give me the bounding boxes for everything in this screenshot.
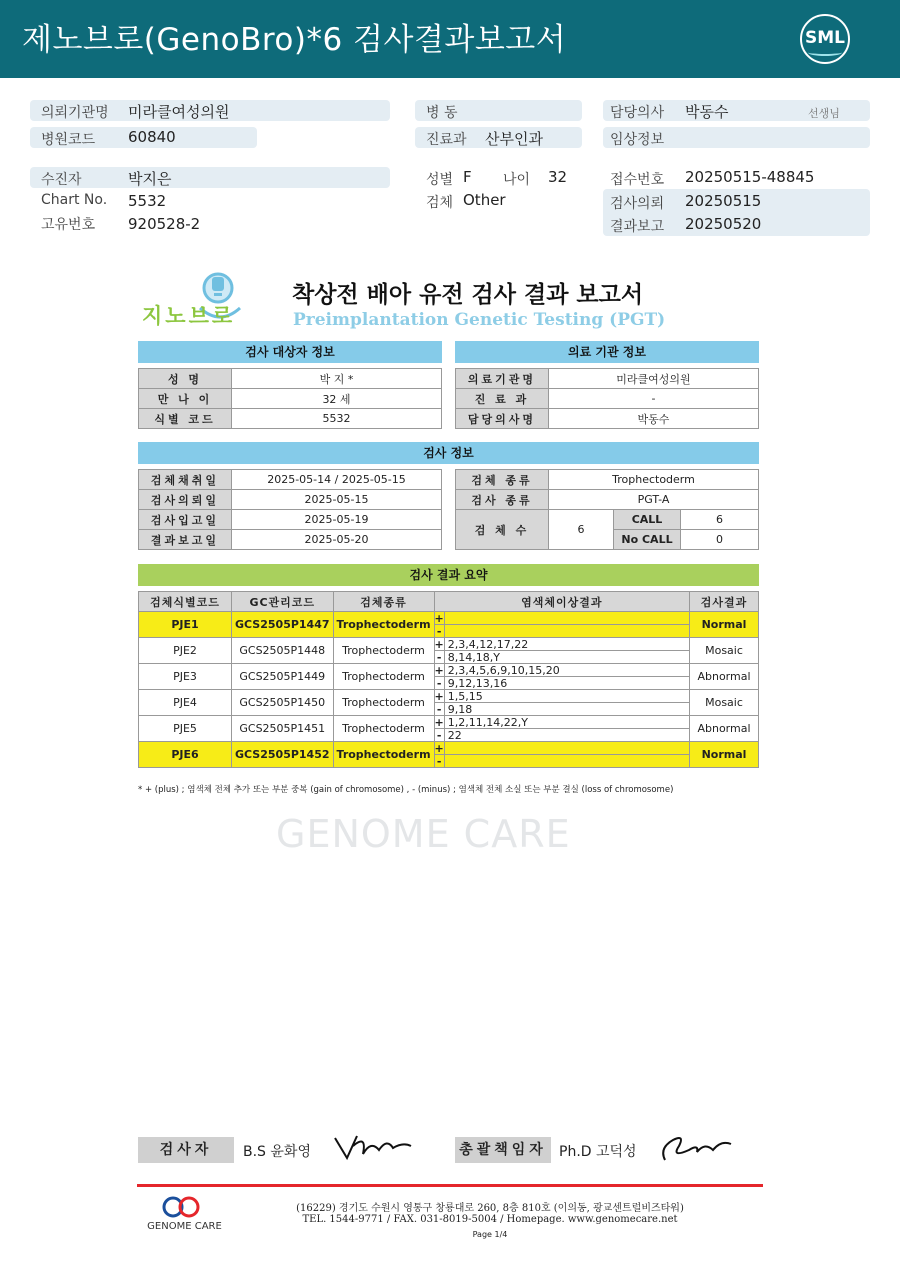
inst-dept-value: - [549, 389, 759, 409]
uid-value: 920528-2 [128, 215, 201, 233]
row-gc: GCS2505P1447 [232, 612, 334, 638]
col-type: 검체종류 [333, 592, 434, 612]
chief-name: Ph.D 고덕성 [559, 1144, 637, 1160]
chart-label: Chart No. [41, 192, 108, 208]
test-type-table [455, 469, 759, 550]
subject-age-label: 만 나 이 [139, 389, 232, 409]
hospital-value: 미라클여성의원 [128, 103, 230, 121]
count-value: 6 [549, 510, 614, 550]
row-gc: GCS2505P1450 [232, 690, 334, 716]
footer-address: (16229) 경기도 수원시 영통구 창룡대로 260, 8층 810호 (이의동, 광교센트럴비즈타워) [296, 1203, 684, 1214]
row-id: PJE4 [139, 690, 232, 716]
col-id: 검체식별코드 [139, 592, 232, 612]
row-plus [444, 742, 689, 755]
minus-sign: - [434, 625, 444, 638]
row-result: Normal [690, 612, 759, 638]
receipt-label: 접수번호 [610, 172, 665, 188]
age-value: 32 [548, 168, 568, 186]
receive-date-value: 2025-05-19 [232, 510, 442, 530]
row-plus: 2,3,4,5,6,9,10,15,20 [444, 664, 689, 677]
report-value: 20250520 [685, 215, 762, 233]
row-plus [444, 612, 689, 625]
subject-name-value: 박 지 * [232, 369, 442, 389]
ward-label: 병 동 [426, 105, 458, 121]
summary-table [138, 591, 759, 768]
dept-label: 진료과 [426, 132, 467, 148]
row-minus [444, 755, 689, 768]
doctor-label: 담당의사 [610, 105, 665, 121]
receipt-value: 20250515-48845 [685, 168, 815, 186]
call-value: 6 [681, 510, 759, 530]
collect-date-label: 검체채취일 [139, 470, 232, 490]
row-result: Mosaic [690, 690, 759, 716]
sex-label: 성별 [426, 172, 454, 188]
request-date-label: 검사의뢰일 [139, 490, 232, 510]
clinical-label: 임상정보 [610, 132, 665, 148]
count-label: 검 체 수 [456, 510, 549, 550]
minus-sign: - [434, 703, 444, 716]
subject-header: 검사 대상자 정보 [138, 341, 442, 363]
row-id: PJE2 [139, 638, 232, 664]
report-subtitle: Preimplantation Genetic Testing (PGT) [293, 310, 666, 330]
row-minus: 22 [444, 729, 689, 742]
row-type: Trophectoderm [333, 638, 434, 664]
patient-label: 수진자 [41, 172, 82, 188]
minus-sign: - [434, 651, 444, 664]
row-gc: GCS2505P1448 [232, 638, 334, 664]
header-bar [0, 0, 900, 78]
col-abnormality: 염색체이상결과 [434, 592, 689, 612]
nocall-label: No CALL [614, 530, 681, 550]
summary-row [139, 690, 759, 703]
row-id: PJE1 [139, 612, 232, 638]
report-title: 착상전 배아 유전 검사 결과 보고서 [292, 282, 644, 308]
patient-row [30, 167, 390, 188]
test-type-value: PGT-A [549, 490, 759, 510]
hospital-label: 의뢰기관명 [41, 105, 109, 121]
doctor-suffix: 선생님 [808, 107, 840, 120]
col-gc: GC관리코드 [232, 592, 334, 612]
plus-sign: + [434, 663, 444, 677]
plus-sign: + [434, 689, 444, 703]
minus-sign: - [434, 755, 444, 768]
plus-sign: + [434, 715, 444, 729]
test-dates-table [138, 469, 442, 550]
test-type-label: 검사 종류 [456, 490, 549, 510]
row-minus: 9,12,13,16 [444, 677, 689, 690]
summary-row [139, 664, 759, 677]
summary-row [139, 612, 759, 625]
hospital-code-value: 60840 [128, 128, 176, 146]
col-result: 검사결과 [690, 592, 759, 612]
watermark: GENOME CARE [276, 812, 571, 856]
page-title: 제노브로(GenoBro)*6 검사결과보고서 [22, 22, 567, 58]
specimen-value: Other [463, 191, 506, 209]
row-result: Mosaic [690, 638, 759, 664]
row-minus [444, 625, 689, 638]
chart-value: 5532 [128, 192, 167, 210]
row-result: Normal [690, 742, 759, 768]
institution-table [455, 368, 759, 429]
tester-signature [333, 1132, 413, 1164]
subject-age-value: 32 세 [232, 389, 442, 409]
row-minus: 8,14,18,Y [444, 651, 689, 664]
uid-label: 고유번호 [41, 217, 96, 233]
inst-name-value: 미라클여성의원 [549, 369, 759, 389]
inst-dept-label: 진 료 과 [456, 389, 549, 409]
summary-row [139, 742, 759, 755]
inst-name-label: 의료기관명 [456, 369, 549, 389]
request-value: 20250515 [685, 192, 762, 210]
footer-contact: TEL. 1544-9771 / FAX. 031-8019-5004 / Homepage. www.genomecare.net [302, 1214, 678, 1225]
age-label: 나이 [503, 172, 531, 188]
doctor-value: 박동수 [685, 103, 729, 121]
minus-sign: - [434, 677, 444, 690]
row-plus: 1,2,11,14,22,Y [444, 716, 689, 729]
chief-label: 총괄책임자 [455, 1137, 551, 1163]
genome-care-logo-text: GENOME CARE [147, 1221, 222, 1232]
inst-doctor-value: 박동수 [549, 409, 759, 429]
minus-sign: - [434, 729, 444, 742]
plus-sign: + [434, 637, 444, 651]
dept-value: 산부인과 [485, 130, 543, 148]
legend-note: * + (plus) ; 염색체 전체 추가 또는 부분 중복 (gain of chromosome) , - (minus) ; 염색체 전체 소실 또는 부분 결실 (loss of chromosome) [138, 785, 674, 795]
sml-logo-text: SML [805, 28, 845, 48]
report-label: 결과보고 [610, 219, 665, 235]
row-gc: GCS2505P1449 [232, 664, 334, 690]
row-type: Trophectoderm [333, 690, 434, 716]
logo-arc-icon [808, 49, 842, 56]
row-result: Abnormal [690, 664, 759, 690]
test-header: 검사 정보 [138, 442, 759, 464]
sml-logo [800, 14, 850, 64]
request-date-value: 2025-05-15 [232, 490, 442, 510]
row-minus: 9,18 [444, 703, 689, 716]
genobro-logo-text: 지노브로 [142, 304, 236, 328]
summary-header: 검사 결과 요약 [138, 564, 759, 586]
report-date-value: 2025-05-20 [232, 530, 442, 550]
collect-date-value: 2025-05-14 / 2025-05-15 [232, 470, 442, 490]
specimen-type-value: Trophectoderm [549, 470, 759, 490]
patient-value: 박지은 [128, 170, 172, 188]
row-type: Trophectoderm [333, 742, 434, 768]
row-result: Abnormal [690, 716, 759, 742]
row-plus: 2,3,4,12,17,22 [444, 638, 689, 651]
inst-doctor-label: 담당의사명 [456, 409, 549, 429]
request-label: 검사의뢰 [610, 196, 665, 212]
plus-sign: + [434, 741, 444, 755]
report-date-label: 결과보고일 [139, 530, 232, 550]
call-label: CALL [614, 510, 681, 530]
row-type: Trophectoderm [333, 612, 434, 638]
tester-name: B.S 윤화영 [243, 1144, 311, 1160]
chief-signature [655, 1130, 735, 1166]
sex-value: F [463, 168, 472, 186]
subject-id-label: 식별 코드 [139, 409, 232, 429]
institution-header: 의료 기관 정보 [455, 341, 759, 363]
summary-row [139, 716, 759, 729]
nocall-value: 0 [681, 530, 759, 550]
row-type: Trophectoderm [333, 664, 434, 690]
row-id: PJE6 [139, 742, 232, 768]
row-type: Trophectoderm [333, 716, 434, 742]
tester-label: 검사자 [138, 1137, 234, 1163]
row-id: PJE5 [139, 716, 232, 742]
subject-table [138, 368, 442, 429]
footer-divider [137, 1184, 763, 1187]
subject-id-value: 5532 [232, 409, 442, 429]
receive-date-label: 검사입고일 [139, 510, 232, 530]
subject-name-label: 성 명 [139, 369, 232, 389]
summary-row [139, 638, 759, 651]
plus-sign: + [434, 611, 444, 625]
row-gc: GCS2505P1451 [232, 716, 334, 742]
specimen-type-label: 검체 종류 [456, 470, 549, 490]
row-plus: 1,5,15 [444, 690, 689, 703]
specimen-label: 검체 [426, 195, 454, 211]
row-id: PJE3 [139, 664, 232, 690]
hospital-code-label: 병원코드 [41, 132, 96, 148]
page-number: Page 1/4 [472, 1230, 508, 1239]
row-gc: GCS2505P1452 [232, 742, 334, 768]
